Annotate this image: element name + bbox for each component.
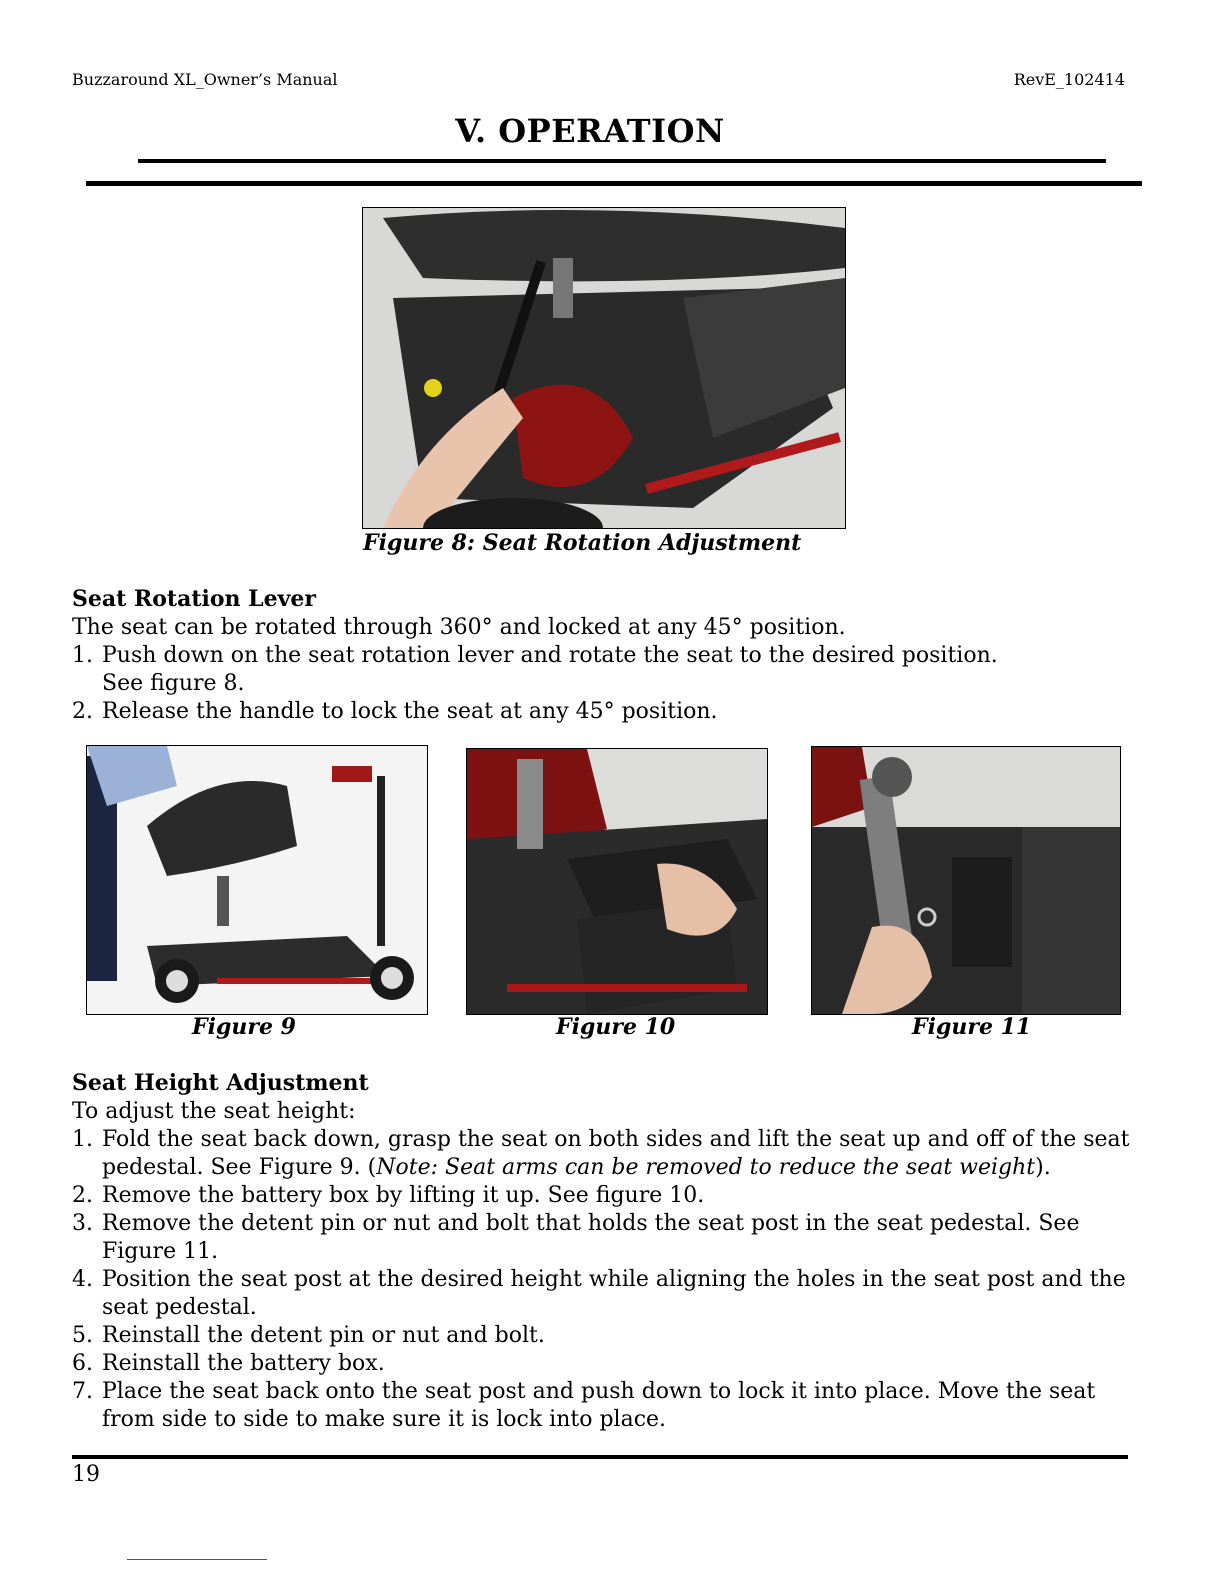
footer-rule — [72, 1455, 1128, 1459]
figure-10-caption: Figure 10 — [556, 1014, 676, 1040]
list-item-text-end: ). — [1035, 1155, 1051, 1180]
title-underline — [138, 159, 1106, 163]
list-item-number: 2. — [72, 1183, 93, 1208]
note-text: Note: Seat arms can be removed to reduce the seat weight — [376, 1155, 1036, 1180]
page-title: V. OPERATION — [455, 112, 725, 150]
seat-rotation-heading: Seat Rotation Lever — [72, 586, 317, 612]
list-item-number: 4. — [72, 1267, 93, 1292]
header-rule — [86, 181, 1142, 186]
figure-10-image — [466, 748, 768, 1015]
figure-9-image — [86, 745, 428, 1015]
list-item-number: 6. — [72, 1351, 93, 1376]
figure-9-caption: Figure 9 — [192, 1014, 296, 1040]
list-item — [72, 698, 1152, 726]
seat-height-body — [72, 1098, 1147, 1434]
list-item-text: Push down on the seat rotation lever and rotate the seat to the desired position. See figure 8. — [102, 643, 998, 696]
list-item-text: Remove the battery box by lifting it up. See figure 10. — [102, 1183, 705, 1208]
list-item — [72, 1322, 1147, 1350]
figure-8-caption: Figure 8: Seat Rotation Adjustment — [363, 530, 802, 556]
list-item-text: Remove the detent pin or nut and bolt that holds the seat post in the seat pedestal. See Figure 11. — [102, 1211, 1080, 1264]
list-item-number: 2. — [72, 699, 93, 724]
list-item-number: 5. — [72, 1323, 93, 1348]
list-item-text: Fold the seat back down, grasp the seat on both sides and lift the seat up and off of the seat pedestal. See Figure 9. ( — [102, 1127, 1130, 1180]
running-header-right: RevE_102414 — [1013, 70, 1125, 89]
list-item-number: 3. — [72, 1211, 93, 1236]
figure-8-image — [362, 207, 846, 529]
seat-rotation-intro: The seat can be rotated through 360° and locked at any 45° position. — [72, 615, 846, 640]
list-item-number: 7. — [72, 1379, 93, 1404]
list-item — [72, 1182, 1147, 1210]
figure-11-caption: Figure 11 — [912, 1014, 1032, 1040]
list-item-number: 1. — [72, 643, 93, 668]
figure-11-image — [811, 746, 1121, 1015]
list-item-text: Place the seat back onto the seat post and push down to lock it into place. Move the seat from side to side to make sure it is lock into place. — [102, 1379, 1096, 1432]
page-number: 19 — [72, 1462, 100, 1487]
running-header-left: Buzzaround XL_Owner’s Manual — [72, 70, 338, 89]
list-item — [72, 1266, 1147, 1322]
list-item-number: 1. — [72, 1127, 93, 1152]
seat-height-intro: To adjust the seat height: — [72, 1099, 356, 1124]
seat-rotation-body — [72, 614, 1152, 726]
list-item-text: Position the seat post at the desired height while aligning the holes in the seat post and the seat pedestal. — [102, 1267, 1126, 1320]
list-item-text: Reinstall the detent pin or nut and bolt. — [102, 1323, 545, 1348]
list-item — [72, 1350, 1147, 1378]
list-item-text: Reinstall the battery box. — [102, 1351, 385, 1376]
list-item — [72, 1210, 1147, 1266]
seat-height-heading: Seat Height Adjustment — [72, 1070, 369, 1096]
list-item — [72, 1378, 1147, 1434]
footer-link-underline — [127, 1559, 267, 1560]
list-item-text: Release the handle to lock the seat at any 45° position. — [102, 699, 718, 724]
list-item — [72, 642, 1032, 698]
list-item — [72, 1126, 1147, 1182]
